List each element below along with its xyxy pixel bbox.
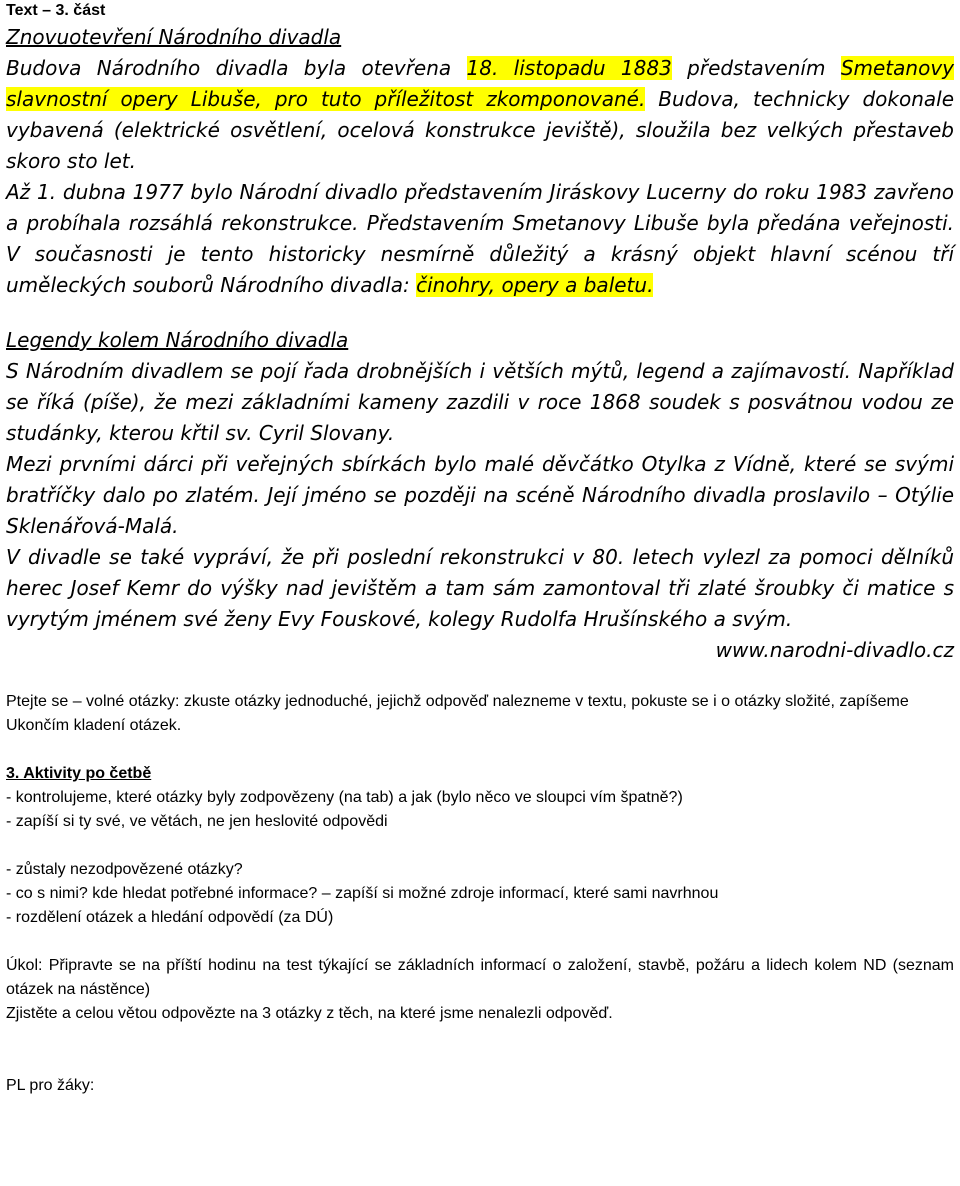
page-title: Text – 3. část xyxy=(6,2,106,19)
highlighted-date: 18. listopadu 1883 xyxy=(466,56,672,80)
text-run: Budova, technicky dokonale vybavená (elektrické osvětlení, ocelová konstrukce jeviště), sloužila bez velkých přestaveb skoro sto let. xyxy=(6,87,954,173)
section-heading-reopening: Znovuotevření Národního divadla xyxy=(6,25,342,49)
activity-item: - zůstaly nezodpovězené otázky? xyxy=(6,861,243,878)
paragraph-legends-3: V divadle se také vypráví, že při poslední rekonstrukci v 80. letech vylezl za pomoci dělníků herec Josef Kemr do výšky nad jevištěm a tam sám zamontoval tři zlaté šroubky či matice s vyrytým jménem své ženy Evy Fouskové, kolegy Rudolfa Hrušínského a svým. xyxy=(6,545,954,631)
task-answers: Zjistěte a celou větou odpovězte na 3 otázky z těch, na které jsme nenalezli odpověď. xyxy=(6,1005,613,1022)
paragraph-reconstruction xyxy=(6,177,954,301)
section-heading-legends: Legendy kolem Národního divadla xyxy=(6,328,349,352)
instructions-end: Ukončím kladení otázek. xyxy=(6,717,182,734)
activity-item: - kontrolujeme, které otázky byly zodpovězeny (na tab) a jak (bylo něco ve sloupci vím špatně?) xyxy=(6,789,683,806)
text-run: Budova Národního divadla byla otevřena xyxy=(6,56,467,80)
paragraph-legends-1: S Národním divadlem se pojí řada drobnějších i větších mýtů, legend a zajímavostí. Například se říká (píše), že mezi základními kameny zazdili v roce 1868 soudek s posvátnou vodou ze studánky, kterou křtil sv. Cyril Slovany. xyxy=(6,359,954,445)
highlighted-ensembles: činohry, opery a baletu. xyxy=(416,273,654,297)
activity-item: - zapíší si ty své, ve větách, ne jen heslovité odpovědi xyxy=(6,813,388,830)
activity-item: - rozdělení otázek a hledání odpovědí (za DÚ) xyxy=(6,909,334,926)
activities-heading-text: 3. Aktivity po četbě xyxy=(6,765,152,782)
text-run: Až 1. dubna 1977 bylo Národní divadlo představením Jiráskovy Lucerny do roku 1983 zavřeno a probíhala rozsáhlá rekonstrukce. xyxy=(6,180,954,235)
highlighted-opera: Smetanovy slavnostní opery Libuše, pro tuto příležitost zkomponované. xyxy=(6,56,954,111)
instructions-questions: Ptejte se – volné otázky: zkuste otázky jednoduché, jejichž odpověď nalezneme v textu, pokuste se i o otázky složité, zapíšeme xyxy=(6,693,909,710)
worksheet-label: PL pro žáky: xyxy=(6,1077,95,1094)
text-run: Představením Smetanovy Libuše byla předána veřejnosti. V současnosti je tento historicky nesmírně důležitý a krásný objekt hlavní scénou tří uměleckých souborů Národního divadla: xyxy=(6,211,954,297)
paragraph-opening xyxy=(6,53,954,177)
source-link: www.narodni-divadlo.cz xyxy=(715,638,954,662)
task-paragraph: Úkol: Připravte se na příští hodinu na test týkající se základních informací o založení, stavbě, požáru a lidech kolem ND (seznam otázek na nástěnce) xyxy=(6,957,954,998)
activity-item: - co s nimi? kde hledat potřebné informace? – zapíší si možné zdroje informací, které sami navrhnou xyxy=(6,885,719,902)
paragraph-legends-2: Mezi prvními dárci při veřejných sbírkách bylo malé děvčátko Otylka z Vídně, které se svými bratříčky dalo po zlatém. Její jméno se později na scéně Národního divadla proslavilo – Otýlie Sklenářová-Malá. xyxy=(6,452,954,538)
activities-heading xyxy=(6,762,954,786)
text-run: představením xyxy=(671,56,841,80)
